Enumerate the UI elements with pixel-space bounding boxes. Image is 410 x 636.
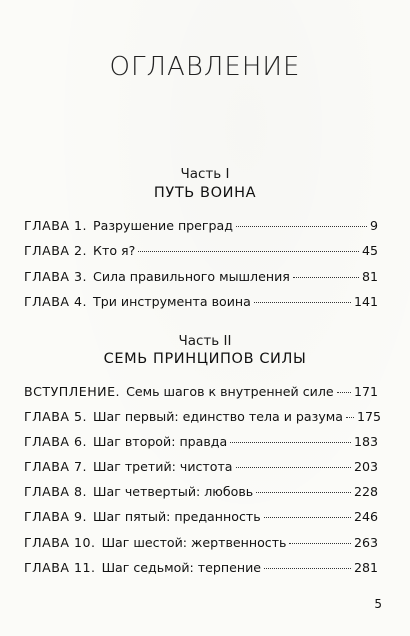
toc-entry-part2-3 [24, 434, 378, 452]
page-number: 5 [374, 597, 382, 611]
toc-entry-part2-4 [24, 459, 378, 477]
chapter-page: 141 [353, 294, 378, 309]
chapter-label: ГЛАВА 1. [24, 218, 88, 233]
chapter-label: ГЛАВА 5. [24, 409, 88, 424]
toc-title: ОГЛАВЛЕНИЕ [109, 52, 301, 82]
chapter-page: 175 [357, 409, 382, 424]
dot-leader [236, 467, 351, 468]
part-2-title: СЕМЬ ПРИНЦИПОВ СИЛЫ [103, 351, 307, 367]
dot-leader [138, 251, 359, 252]
chapter-label: ГЛАВА 7. [24, 459, 88, 474]
chapter-name: Кто я? [93, 243, 136, 258]
chapter-name: Сила правильного мышления [93, 269, 290, 284]
dot-leader [236, 226, 367, 227]
part-1-title: ПУТЬ ВОИНА [153, 185, 257, 201]
dot-leader [256, 492, 351, 493]
chapter-page: 281 [353, 560, 378, 575]
dot-leader [293, 277, 359, 278]
chapter-label: ГЛАВА 10. [24, 535, 96, 550]
dot-leader [264, 568, 351, 569]
part-1-label: Часть I [180, 166, 230, 182]
toc-entry-part2-5 [24, 484, 378, 502]
toc-entry-part2-6 [24, 509, 378, 527]
toc-entry-part2-2 [24, 409, 382, 427]
chapter-name: Шаг первый: единство тела и разума [93, 409, 344, 424]
dot-leader [289, 543, 350, 544]
toc-entry-part1-2 [24, 243, 378, 261]
chapter-label: ВСТУПЛЕНИЕ. [24, 384, 121, 399]
chapter-name: Шаг пятый: преданность [93, 509, 261, 524]
chapter-label: ГЛАВА 4. [24, 294, 88, 309]
chapter-label: ГЛАВА 3. [24, 269, 88, 284]
chapter-page: 203 [353, 459, 378, 474]
chapter-page: 81 [361, 269, 378, 284]
chapter-name: Шаг четвертый: любовь [93, 484, 254, 499]
chapter-name: Шаг седьмой: терпение [101, 560, 262, 575]
chapter-label: ГЛАВА 9. [24, 509, 88, 524]
part-2-label: Часть II [178, 333, 232, 349]
chapter-page: 45 [361, 243, 378, 258]
chapter-page: 171 [353, 384, 378, 399]
chapter-label: ГЛАВА 6. [24, 434, 88, 449]
toc-entry-part1-3 [24, 269, 378, 287]
chapter-name: Три инструмента воина [93, 294, 251, 309]
dot-leader [346, 417, 354, 418]
toc-entry-part2-1 [24, 384, 378, 402]
chapter-page: 263 [353, 535, 378, 550]
toc-entry-part2-8 [24, 560, 378, 578]
chapter-name: Шаг второй: правда [93, 434, 228, 449]
chapter-label: ГЛАВА 11. [24, 560, 96, 575]
dot-leader [230, 442, 351, 443]
toc-entry-part1-4 [24, 294, 378, 312]
chapter-page: 228 [353, 484, 378, 499]
chapter-label: ГЛАВА 2. [24, 243, 88, 258]
dot-leader [337, 392, 351, 393]
dot-leader [254, 302, 351, 303]
toc-entry-part1-1 [24, 218, 378, 236]
chapter-page: 183 [353, 434, 378, 449]
chapter-name: Семь шагов к внутренней силе [126, 384, 334, 399]
chapter-name: Шаг третий: чистота [93, 459, 233, 474]
toc-entry-part2-7 [24, 535, 378, 553]
chapter-page: 246 [353, 509, 378, 524]
chapter-name: Шаг шестой: жертвенность [101, 535, 287, 550]
dot-leader [264, 517, 351, 518]
chapter-name: Разрушение преград [93, 218, 233, 233]
chapter-page: 9 [369, 218, 378, 233]
chapter-label: ГЛАВА 8. [24, 484, 88, 499]
